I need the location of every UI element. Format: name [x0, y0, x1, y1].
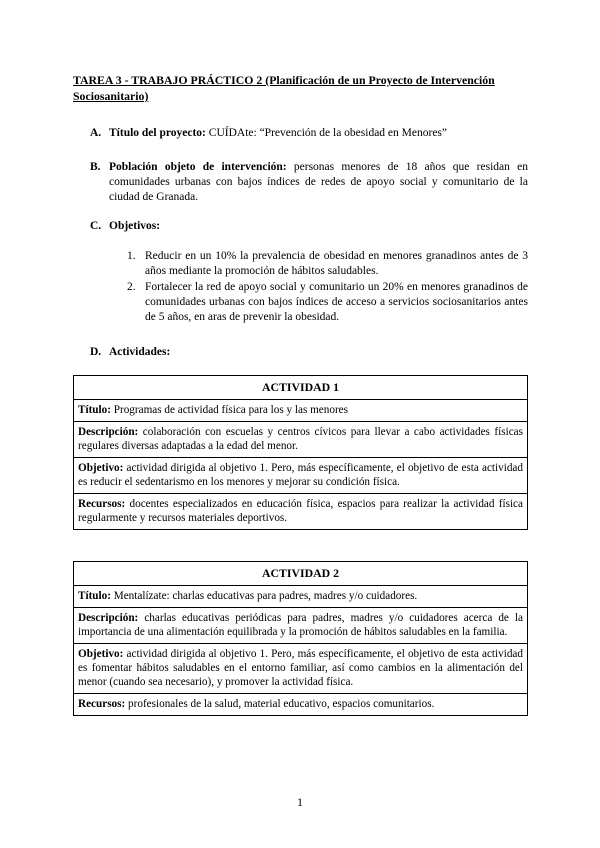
row-label: Objetivo:	[78, 648, 124, 660]
section-text: personas menores de 18 años que residan en comunidades urbanas con bajos índices de redes de apoyo social y comunitario de la ciudad de Granada.	[109, 161, 528, 203]
activity-row-resources	[74, 494, 528, 530]
section-heading: Población objeto de intervención:	[109, 161, 287, 173]
row-label: Descripción:	[78, 612, 139, 624]
row-text: actividad dirigida al objetivo 1. Pero, más específicamente, el objetivo de esta actividad es fomentar hábitos saludables en el entorno familiar, así como cambios en la alimentación del menor (cuando sea necesario), y promover la actividad física.	[78, 648, 523, 688]
activity-row-description	[74, 422, 528, 458]
section-label: C.	[90, 220, 102, 232]
activity-table-2	[73, 561, 528, 716]
row-label: Objetivo:	[78, 462, 124, 474]
row-label: Recursos:	[78, 698, 126, 710]
section-heading: Objetivos:	[109, 220, 161, 232]
objective-text: Fortalecer la red de apoyo social y comunitario un 20% en menores granadinos de comunidades urbanas con bajos índices de acceso a servicios sociosanitarios antes de 5 años, en aras de prevenir la obesidad.	[145, 281, 528, 323]
section-label: A.	[90, 127, 102, 139]
activity-row-objective	[74, 458, 528, 494]
section-project-title	[90, 126, 528, 141]
objective-item	[127, 249, 528, 279]
activity-row-title	[74, 400, 528, 422]
section-label: B.	[90, 161, 101, 173]
objectives-list	[127, 249, 528, 326]
page-number: 1	[297, 795, 303, 809]
row-label: Título:	[78, 590, 111, 602]
row-label: Descripción:	[78, 426, 139, 438]
section-activities	[90, 345, 528, 360]
section-heading: Actividades:	[109, 346, 171, 358]
section-label: D.	[90, 346, 102, 358]
row-text: Programas de actividad física para los y las menores	[110, 404, 348, 416]
activity-row-objective	[74, 644, 528, 694]
activity-row-title	[74, 586, 528, 608]
objective-text: Reducir en un 10% la prevalencia de obesidad en menores granadinos antes de 3 años mediante la promoción de hábitos saludables.	[145, 250, 528, 277]
section-text: CUÍDAte: “Prevención de la obesidad en Menores”	[205, 127, 448, 139]
section-target-population	[90, 160, 528, 205]
activity-header: ACTIVIDAD 2	[74, 562, 528, 586]
row-text: Mentalízate: charlas educativas para padres, madres y/o cuidadores.	[110, 590, 418, 602]
objective-number: 1.	[127, 250, 136, 262]
objective-number: 2.	[127, 281, 136, 293]
row-text: colaboración con escuelas y centros cívicos para llevar a cabo actividades físicas regulares diversas adaptadas a la edad del menor.	[78, 426, 523, 452]
activity-header: ACTIVIDAD 1	[74, 376, 528, 400]
row-text: actividad dirigida al objetivo 1. Pero, más específicamente, el objetivo de esta actividad es reducir el sedentarismo en los menores y mejorar su condición física.	[78, 462, 523, 488]
row-text: profesionales de la salud, material educativo, espacios comunitarios.	[125, 698, 435, 710]
row-label: Recursos:	[78, 498, 126, 510]
objective-item	[127, 280, 528, 325]
activity-table-1	[73, 375, 528, 530]
row-text: charlas educativas periódicas para padres, madres y/o cuidadores acerca de la importancia de una alimentación equilibrada y la promoción de hábitos saludables en la familia.	[78, 612, 523, 638]
activity-row-resources	[74, 694, 528, 716]
row-label: Título:	[78, 404, 111, 416]
row-text: docentes especializados en educación física, espacios para realizar la actividad física regularmente y recursos materiales deportivos.	[78, 498, 523, 524]
section-heading: Título del proyecto:	[109, 127, 206, 139]
section-objectives	[90, 219, 528, 234]
document-title: TAREA 3 - TRABAJO PRÁCTICO 2 (Planificación de un Proyecto de Intervención Sociosanitario)	[73, 73, 495, 103]
activity-row-description	[74, 608, 528, 644]
